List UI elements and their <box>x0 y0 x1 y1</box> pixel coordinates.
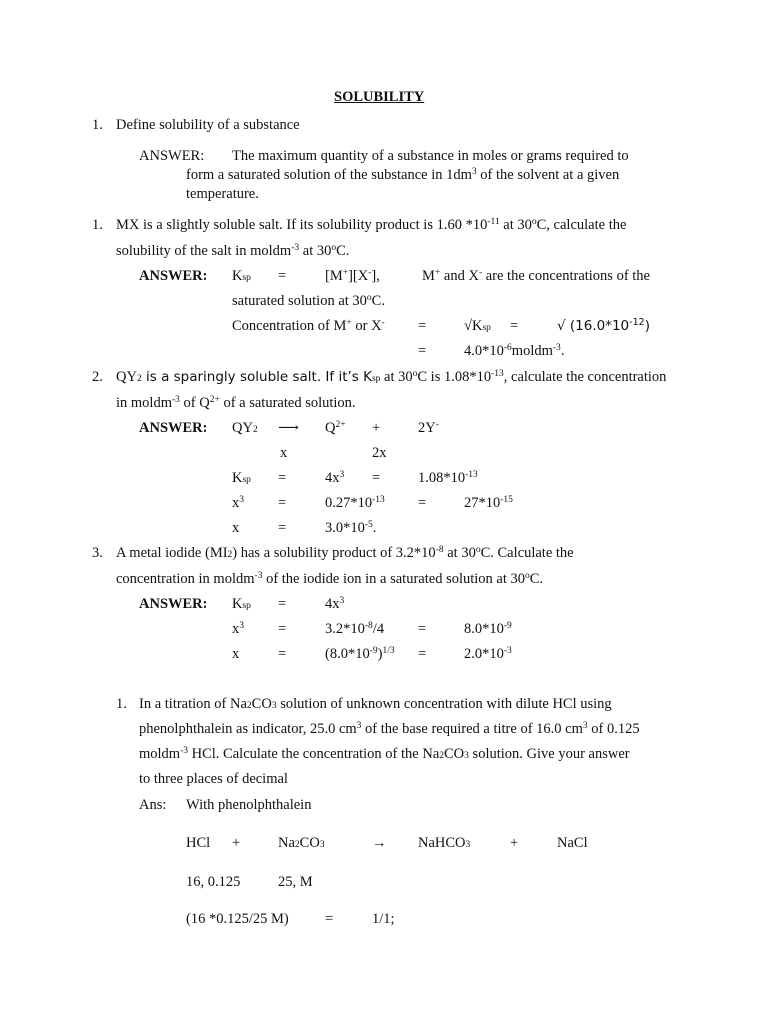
value: $2.0*10^{-3}$ <box>464 646 512 662</box>
result-value: $4.0*10^{-6}moldm^{-3}$. <box>464 343 565 359</box>
page-title: SOLUBILITY <box>334 89 425 105</box>
ksp-symbol: $K_{sp}$ <box>232 596 251 612</box>
answer-text: The maximum quantity of a substance in moles or grams required to <box>232 148 629 164</box>
question-text: concentration in moldm$^{-3}$ of the iodide ion in a saturated solution at 30$^o$C. <box>116 571 544 587</box>
question-text: A metal iodide $(MI_2)$ has a solubility product of $3.2*10^{-8}$ at 30$^o$C. Calculate the <box>116 545 574 561</box>
equals: = <box>278 495 287 511</box>
ion: 2Y- <box>418 420 439 436</box>
value: $4x^3$ <box>325 596 345 612</box>
formula: $QY_2$ <box>232 420 258 436</box>
question-text: phenolphthalein as indicator, 25.0 $cm^3$ of the base required a titre of 16.0 $cm^3$ of 0.125 <box>139 721 640 737</box>
question-number: 3. <box>92 545 103 561</box>
value: $4x^3$ <box>325 470 345 486</box>
value: x <box>232 646 240 662</box>
arrow-icon: → <box>372 835 387 851</box>
equals: = <box>372 470 381 486</box>
question-text: to three places of decimal <box>139 771 288 787</box>
equals: = <box>418 646 427 662</box>
question-text: in moldm$^{-3}$ of $Q^{2+}$ of a saturated solution. <box>116 395 356 411</box>
equals: = <box>418 495 427 511</box>
arrow-icon: ⟶ <box>278 420 299 436</box>
question-number: 1. <box>116 696 127 712</box>
value: $(8.0*10^{-9})^{1/3}$ <box>325 646 395 662</box>
equals: = <box>418 621 427 637</box>
question-text: $QY_2$ is a sparingly soluble salt. If it’s $K_{sp}$ at 30$^o$C is $1.08*10^{-13}$, calculate the concentration <box>116 369 667 385</box>
value: 25, M <box>278 874 313 890</box>
value: 2x <box>372 445 387 461</box>
equals: = <box>278 470 287 486</box>
ksp-symbol: $K_{sp}$ <box>232 470 251 486</box>
ion: $Q^{2+}$ <box>325 420 346 436</box>
value: 16, 0.125 <box>186 874 241 890</box>
question-text: MX is a slightly soluble salt. If its solubility product is 1.60 $*10^{-11}$ at 30$^o$C, calculate the <box>116 217 627 233</box>
value: x <box>280 445 288 461</box>
ratio-expression: (16 *0.125/25 M) <box>186 911 289 927</box>
answer-label: Ans: <box>139 797 167 813</box>
equals: = <box>278 268 287 284</box>
answer-text: temperature. <box>186 186 259 202</box>
note-text: saturated solution at 30$^o$C. <box>232 293 385 309</box>
note-text: M+ and X- are the concentrations of the <box>422 268 650 284</box>
value: $x^3$ <box>232 621 244 637</box>
question-text: Define solubility of a substance <box>116 117 300 133</box>
product: NaHCO$_3$ <box>418 835 471 851</box>
question-number: 2. <box>92 369 103 385</box>
product: NaCl <box>557 835 588 851</box>
value: $3.0*10^{-5}$. <box>325 520 377 536</box>
answer-text: form a saturated solution of the substance in $1dm^3$ of the solvent at a given <box>186 167 620 183</box>
concentration-label: Concentration of M+ or X- <box>232 318 385 334</box>
equals: = <box>278 621 287 637</box>
value: 1/1; <box>372 911 395 927</box>
sqrt-value: √ $(16.0*10^{-12})$ <box>557 317 650 334</box>
reactant: HCl <box>186 835 211 851</box>
equals: = <box>325 911 334 927</box>
plus: + <box>232 835 241 851</box>
answer-label: ANSWER: <box>139 148 205 164</box>
value: $x^3$ <box>232 495 244 511</box>
ion-product: [M+][X-], <box>325 268 380 284</box>
question-number: 1. <box>92 217 103 233</box>
equals: = <box>418 318 427 334</box>
question-text: solubility of the salt in moldm$^{-3}$ at 30$^o$C. <box>116 243 350 259</box>
value: $3.2*10^{-8}/4$ <box>325 621 385 637</box>
sqrt-ksp: $√K_{sp}$ <box>464 318 491 334</box>
answer-label: ANSWER: <box>139 596 208 612</box>
value: $1.08*10^{-13}$ <box>418 470 478 486</box>
equals: = <box>278 596 287 612</box>
value: $0.27*10^{-13}$ <box>325 495 385 511</box>
answer-label: ANSWER: <box>139 420 208 436</box>
equals: = <box>418 343 427 359</box>
plus: + <box>372 420 381 436</box>
equals: = <box>278 520 287 536</box>
answer-label: ANSWER: <box>139 268 208 284</box>
ksp-symbol: $K_{sp}$ <box>232 268 251 284</box>
plus: + <box>510 835 519 851</box>
answer-text: With phenolphthalein <box>186 797 312 813</box>
question-number: 1. <box>92 117 103 133</box>
value: $27*10^{-15}$ <box>464 495 513 511</box>
equals: = <box>278 646 287 662</box>
question-text: moldm$^{-3}$ HCl. Calculate the concentration of the $Na_2CO_3$ solution. Give your answer <box>139 746 630 762</box>
equals: = <box>510 318 519 334</box>
reactant: $Na_2CO_3$ <box>278 835 325 851</box>
value: x <box>232 520 240 536</box>
question-text: In a titration of $Na_2CO_3$ solution of unknown concentration with dilute HCl using <box>139 696 612 712</box>
value: $8.0*10^{-9}$ <box>464 621 512 637</box>
